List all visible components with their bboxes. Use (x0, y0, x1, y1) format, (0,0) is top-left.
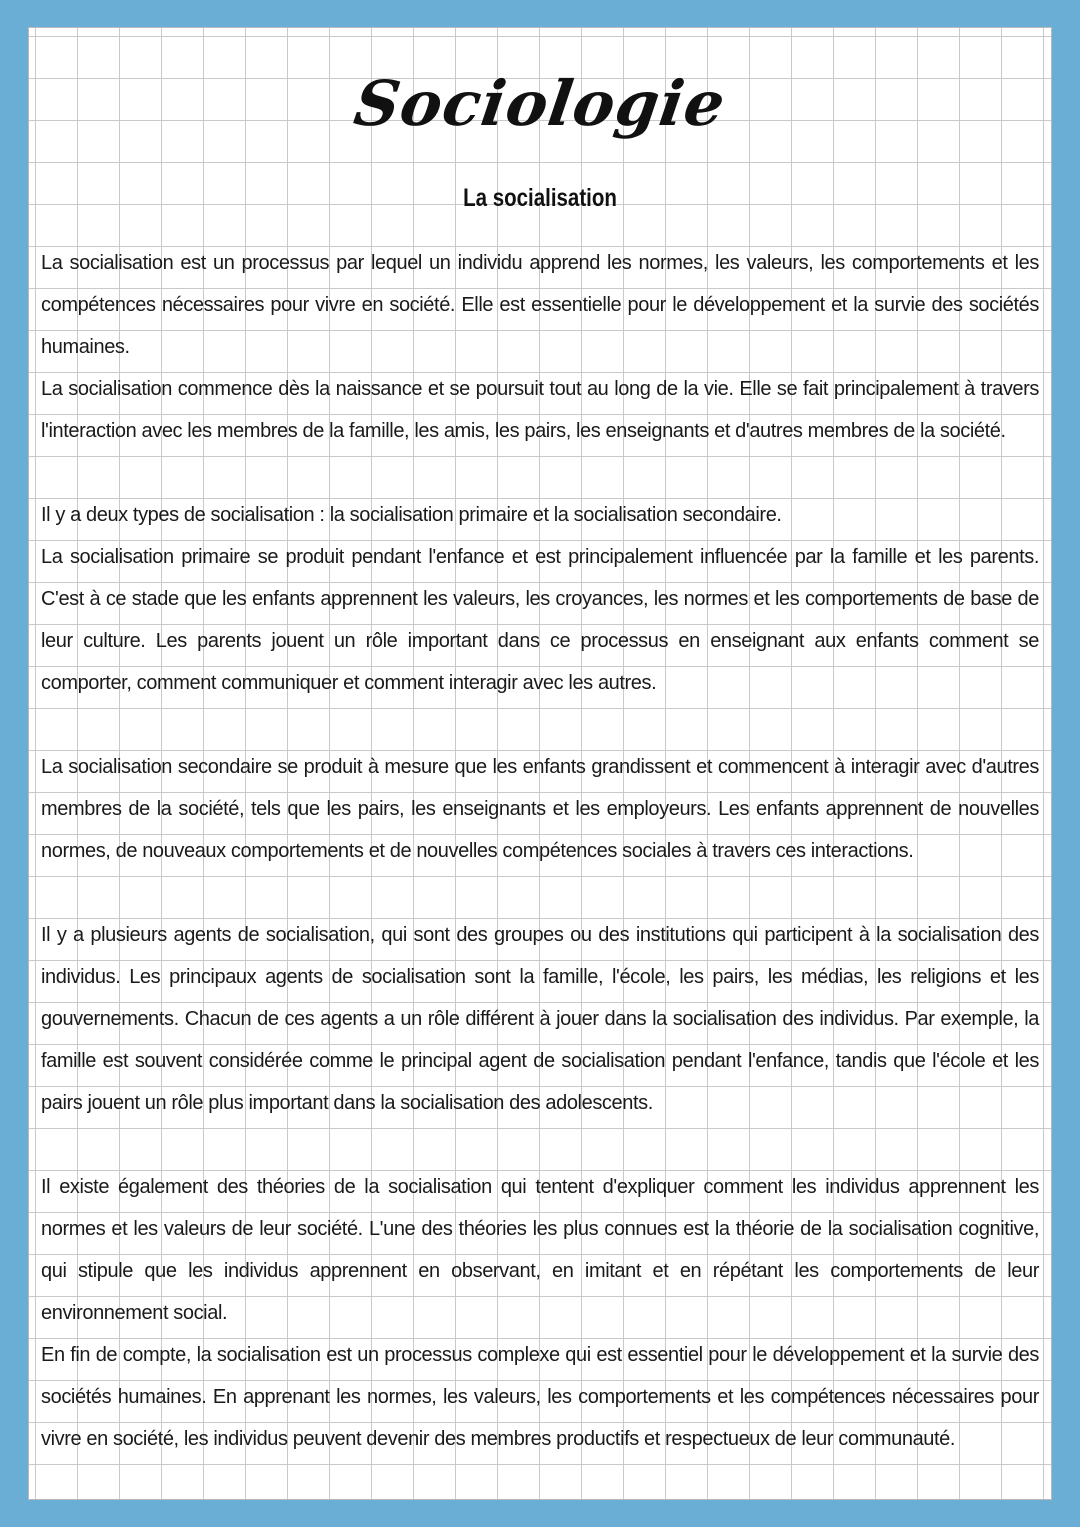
paragraph-beginning: La socialisation commence dès la naissance et se poursuit tout au long de la vie. Elle se fait principalement à travers l'interaction avec les membres de la famille, les amis, les pairs, les enseignants et d'autres membres de la société. (41, 378, 1039, 442)
paragraph-theories: Il existe également des théories de la socialisation qui tentent d'expliquer comment les individus apprennent les normes et les valeurs de leur société. L'une des théories les plus connues est la théorie de la socialisation cognitive, qui stipule que les individus apprennent en observant, en imitant et en répétant les comportements de leur environnement social. (41, 1176, 1039, 1324)
paragraph-types: Il y a deux types de socialisation : la socialisation primaire et la socialisation secondaire. (41, 504, 782, 526)
paragraph-secondary: La socialisation secondaire se produit à mesure que les enfants grandissent et commencent à interagir avec d'autres membres de la société, tels que les pairs, les enseignants et les employeurs. Les enfants apprennent de nouvelles normes, de nouveaux comportements et de nouvelles compétences sociales à travers ces interactions. (41, 756, 1039, 862)
paragraph-primary: La socialisation primaire se produit pendant l'enfance et est principalement influencée par la famille et les parents. C'est à ce stade que les enfants apprennent les valeurs, les croyances, les normes et les comportements de base de leur culture. Les parents jouent un rôle important dans ce processus en enseignant aux enfants comment se comporter, comment communiquer et comment interagir avec les autres. (41, 546, 1039, 694)
page-subtitle: La socialisation (463, 184, 617, 212)
grid-paper-sheet (28, 27, 1052, 1500)
paragraph-conclusion: En fin de compte, la socialisation est un processus complexe qui est essentiel pour le développement et la survie des sociétés humaines. En apprenant les normes, les valeurs, les comportements et les compétences nécessaires pour vivre en société, les individus peuvent devenir des membres productifs et respectueux de leur communauté. (41, 1344, 1039, 1450)
spacer (41, 452, 1039, 494)
paragraph-definition: La socialisation est un processus par lequel un individu apprend les normes, les valeurs, les comportements et les compétences nécessaires pour vivre en société. Elle est essentielle pour le développement et la survie des sociétés humaines. (41, 252, 1039, 358)
page-title: Sociologie (349, 67, 731, 140)
paragraph-agents: Il y a plusieurs agents de socialisation, qui sont des groupes ou des institutions qui participent à la socialisation des individus. Les principaux agents de socialisation sont la famille, l'école, les pairs, les médias, les religions et les gouvernements. Chacun de ces agents a un rôle différent à jouer dans la socialisation des individus. Par exemple, la famille est souvent considérée comme le principal agent de socialisation pendant l'enfance, tandis que l'école et les pairs jouent un rôle plus important dans la socialisation des adolescents. (41, 924, 1039, 1114)
spacer (41, 704, 1039, 746)
spacer (41, 1124, 1039, 1166)
spacer (41, 872, 1039, 914)
document-body (41, 242, 1039, 1460)
